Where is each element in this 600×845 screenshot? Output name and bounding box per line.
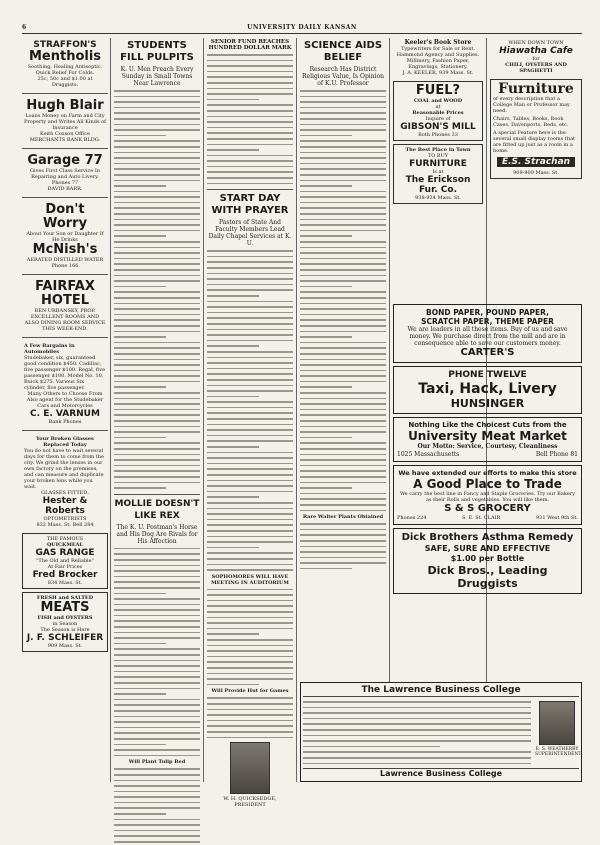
ad-name-2: McNish's [32,242,98,257]
newspaper-name: UNIVERSITY DAILY KANSAN [247,24,357,31]
text-line [303,761,531,767]
ad-addr: 938-934 Mass. St. [415,195,461,201]
ad-meat-market [393,417,582,462]
ad-desc-2: AERATED DISTILLED WATER [26,257,104,263]
ad-addr: 832 Mass. St. Bell 284 [36,522,94,528]
ad-addr: Bank Phones [48,419,82,425]
text-line [114,485,166,491]
ad-sub: OPTOMETRISTS [43,516,87,522]
ad-name: Garage 77 [27,153,103,168]
subhead-pulpits: K. U. Men Preach Every Sunday in Small Towns Near Lawrence [120,66,194,87]
ad-erickson [393,144,483,204]
ad-banner-2: Lawrence Business College [303,768,579,779]
ad-mentholis [22,38,108,90]
ad-line: FRESH and SALTED [36,595,94,601]
ad-line: We are leaders in all these items. Buy of us and save money. We purchase direct from the mill and are in consequence able to save our customers money. [407,326,568,347]
column-2 [114,38,200,782]
newspaper-page [22,22,582,809]
article-body [207,587,293,688]
ad-name: FUEL? [415,83,461,98]
text-line [300,566,352,572]
ad-name: A Good Place to Trade [413,477,562,491]
ad-name-2: J. F. SCHLEIFER [26,633,104,643]
ad-line: S. E. St. CLAIR [462,515,501,521]
ad-name: Don't Worry [42,202,88,231]
ad-fuel [393,81,483,141]
ad-name: FAIRFAX HOTEL [35,279,95,308]
ad-name: Hugh Blair [26,98,104,113]
ad-name-2: HUNSINGER [450,397,525,410]
ad-keelers [393,38,483,78]
ad-mcnish [22,201,108,271]
text-line [207,181,293,187]
ad-name: Taxi, Hack, Livery [418,381,557,397]
article-body [114,766,200,844]
ad-line: We have extended our efforts to make this store [398,469,577,477]
ad-line: Reasonable Prices [412,110,464,116]
ad-extra: Millinery, Fashion Paper, Engravings, Stationery. [406,58,470,70]
column-4 [300,38,386,782]
text-line [114,753,200,759]
ad-line: FISH and OYSTERS [37,615,93,621]
ad-name: University Meat Market [408,429,567,443]
ad-title: Your Broken Glasses Replaced Today [36,436,94,448]
ad-name: Furniture [498,81,574,97]
ad-fairfax-hotel [22,278,108,334]
ad-desc-2: Chairs, Tables, Books, Book Cases, Davenports, Beds, etc. [493,116,569,128]
ad-addr: 909 Mass. St. [47,643,83,649]
headline-tulip: Will Plant Tulip Bed [128,759,186,766]
ad-line: $1.00 per Bottle [450,554,525,563]
ad-line: "The Old and Reliable" [36,558,94,564]
article-body [114,88,200,491]
ad-line: PHONE TWELVE [448,370,527,380]
ad-owner: J. A. KEELER, 939 Mass. St. [402,70,474,76]
ad-line: COAL and WOOD [413,98,463,104]
ad-garage-77 [22,152,108,194]
headline-sophomores: SOPHOMORES WILL HAVE MEETING IN AUDITORIUM [211,573,289,586]
ad-desc: Gives First Class Service In Repairing and Auto Livery. [29,168,101,180]
ad-footer [397,451,578,458]
column-6-ads [490,38,582,300]
ad-hiawatha [490,38,582,76]
headline-senior-fund: SENIOR FUND REACHES HUNDRED DOLLAR MARK [208,39,292,51]
ad-desc: EXCELLENT ROOMS AND ALSO DINING ROOM SERVICE THIS WEEK-END. [24,314,106,332]
ad-line: BOND PAPER, POUND PAPER, [426,308,549,317]
ad-phone: Bell Phone 81 [535,451,578,458]
column-rule [389,38,390,782]
ad-name: CARTER'S [460,347,515,358]
ad-addr: 909-909 Mass. St. [513,170,559,176]
ad-title: STRAFFON'S [33,40,97,50]
text-line [207,735,293,741]
ad-desc: About Your Son or Daughter If He Drinks [26,231,104,243]
headline-hut: Will Provide Hut for Games [211,688,289,695]
ad-line: QUICKMEAL [46,542,84,548]
text-line [114,839,200,845]
ad-line: in Season [52,621,78,627]
ad-name-2: S & S GROCERY [444,503,531,514]
headline-pulpits: STUDENTS FILL PULPITS [120,40,194,63]
subhead-prayer: Pastors of State And Faculty Members Lead Daily Chapel Services at K. U. [208,219,292,248]
ad-owner: BEN URBANSKY, PROP. [34,308,96,314]
subhead-science: Research Has District Religious Value, Is Opinion of K.U. Professor [302,66,384,87]
ad-line: Phones 224 [397,515,427,521]
ad-line: We carry the best line in Fancy and Staple Groceries. Try our Bakery as their Rolls and vegetables. You will like them. [399,491,576,503]
headline-prayer: START DAY WITH PRAYER [211,193,289,217]
ad-extra: Keith Coxson Office MERCHANTS BANK BLDG. [29,131,101,143]
ad-line: SAFE, SURE AND EFFECTIVE [424,544,551,553]
ad-carters [393,304,582,363]
page-number: 6 [22,24,27,31]
ad-desc: Typewriters for Sale or Rent. Hammond Agency and Supplies. [396,46,480,58]
portrait-photo [230,742,270,794]
ad-addr: 834 Mass. St. [47,580,83,586]
ad-line: Inquire of [425,116,451,122]
column-rule [296,38,297,782]
ad-line: The Season is Here [40,627,90,633]
ad-name: FURNITURE [409,159,467,169]
ad-line: at [435,104,441,110]
ad-desc: Loans Money on Farm and City Property and Writes All Kinds of Insurance [24,113,106,131]
ad-owner: DAVID BARR. [47,186,83,192]
ad-phone: Phone 166 [51,263,79,269]
ad-line: Is at [432,169,444,175]
column-5-ads [393,38,483,300]
ad-strachan-furniture [490,79,582,179]
headline-rare-plants: Rare Walter Plants Obtained [302,514,384,521]
ad-line: SCRATCH PAPER, THEME PAPER [421,317,554,326]
ad-line: 931 West 9th St. [535,515,578,521]
ad-name-2: Dick Bros., Leading Druggists [427,564,548,590]
portrait-photo [539,701,575,745]
ad-name: Hester & Roberts [42,496,88,516]
ad-name-2: GIBSON'S MILL [400,122,476,132]
ad-logo: E.S. Strachan [497,157,575,167]
ad-name-2: The Erickson Fur. Co. [405,175,471,195]
ad-name: MEATS [40,600,90,615]
ad-body-text [303,699,531,766]
article-body [207,695,293,740]
ad-desc: Soothing, Healing Antiseptic. Quick Relief For Colds. [27,64,103,76]
ad-name: Mentholis [28,49,102,64]
ad-line: The Best Place in Town [405,147,471,153]
ad-line: for [532,56,540,62]
headline-science: SCIENCE AIDS BELIEF [303,40,383,63]
ad-sands-grocery [393,465,582,525]
article-body [300,521,386,571]
ad-price: 25c, 50c and $1.00 at Druggists. [37,76,93,88]
column-3 [207,38,293,809]
article-body [114,546,200,759]
ad-desc: of every description that a College Man or Professor may need. [493,96,570,114]
ad-phone: Both Phones 33 [418,132,458,138]
ad-name: Dick Brothers Asthma Remedy [401,532,574,543]
subhead-mollie: The K. U. Postman's Horse and His Dog Are Rivals for His Affection [116,523,198,545]
photo-caption: E. S. WEATHERBY SUPERINTENDENT [535,747,582,757]
ad-extra: GLASSES FITTED. [41,490,89,496]
ad-desc-3: A special Feature here is the several small display rooms that are fitted up just as a room in a home. [493,130,576,154]
ad-line: Nothing Like the Choicest Cuts from the [408,421,567,429]
column-rule [203,38,204,782]
ad-meats [22,592,108,652]
ad-title: A Few Bargains in Automobiles [24,343,75,355]
text-line [300,508,386,514]
ad-line: Our Motto: Service, Courtesy, Cleanliness [417,443,558,450]
ad-name: C. E. VARNUM [30,409,100,419]
ad-body [303,699,582,766]
masthead [22,22,582,34]
text-line [207,682,259,688]
column-1-ads [22,38,108,782]
ad-automobiles [22,341,108,427]
headline-mollie: MOLLIE DOESN'T LIKE REX [114,498,200,521]
ad-line: THE FAMOUS [46,536,84,542]
ad-hunsinger [393,366,582,414]
ad-photo-wrap [535,699,582,766]
ad-footer [397,515,578,521]
ad-phone: Phones 77 [51,180,79,186]
ad-hugh-blair [22,97,108,145]
ad-line: CHILI, OYSTERS AND SPAGHETTI [505,62,567,74]
ad-addr: 1025 Massachusetts [397,451,460,458]
text-line [207,567,293,573]
ad-desc: You do not have to wait several days for them to come from the city. We grind the lenses in our own factory on the premises, and can measure and duplicate your broken lens while you wait. [24,448,104,490]
ad-line: WHEN DOWN TOWN [508,40,564,46]
article-body [300,88,386,513]
ad-gas-range [22,533,108,589]
photo-caption: W. H. QUICKSEDGE, PRESIDENT [223,796,277,809]
ad-banner: The Lawrence Business College [303,685,579,697]
ad-business-college [300,682,582,782]
ad-name: Keeler's Book Store [404,39,472,46]
ad-name-2: Fred Brocker [32,570,98,580]
ad-glasses [22,434,108,530]
ad-desc: Studebaker, six, guaranteed good condition $450. Cadillac, five passenger $100. Regal, five passenger $100. Model No. 10, Buick $275. Various Six cylinder, five passenger. [24,355,106,391]
ad-line: At Fair Prices [47,564,83,570]
column-rule [110,38,111,782]
ad-name: GAS RANGE [35,548,95,558]
article-body [207,248,293,572]
ad-line: TO BUY [427,153,449,159]
ad-dick-brothers [393,528,582,594]
ad-name: Hiawatha Cafe [499,46,573,56]
article-body [207,52,293,186]
ad-extra: Many Others to Choose From Also agent for the Studebaker Cars and Motorcycles [26,391,104,409]
